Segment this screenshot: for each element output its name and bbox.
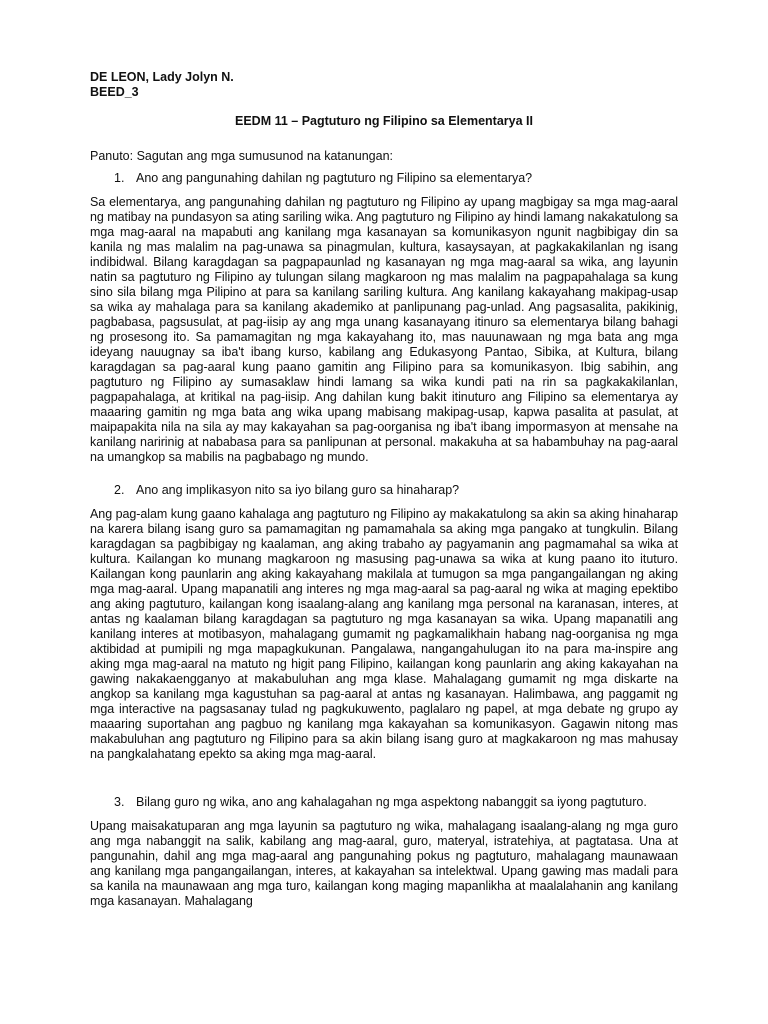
question-number: 1.: [114, 171, 125, 185]
question-number: 2.: [114, 483, 125, 497]
question-1: [90, 171, 678, 186]
question-3: [90, 795, 678, 810]
answer-3: Upang maisakatuparan ang mga layunin sa pagtuturo ng wika, mahalagang isaalang-alang ng mga guro ang mga nabanggit na salik, kabilang ang mag-aaral, guro, materyal, istratehiya, at pagtatasa. Una at pangunahin, dahil ang mga mag-aaral ang pangunahing pokus ng pagtuturo, mahalagang maunawaan ang kanilang mga pangangailangan, interes, at kakayahan sa intelektwal. Upang gawing mas madali para sa kanila na maunawaan ang mga turo, kailangan kong maging mapanlikha at maalalahanin ang kanilang mga kasanayan. Mahalagang: [90, 819, 678, 908]
question-text: Ano ang pangunahing dahilan ng pagtuturo ng Filipino sa elementarya?: [136, 171, 533, 185]
answer-1: Sa elementarya, ang pangunahing dahilan ng pagtuturo ng Filipino ay upang magbigay sa mga mag-aaral ng matibay na pundasyon sa ating sariling wika. Ang pagtuturo ng Filipino ay hindi lamang nakakatulong sa mga mag-aaral na mapabuti ang kanilang mga kasanayan sa komunikasyon ngunit nagbibigay din sa kanila ng mas malalim na pag-unawa sa pinagmulan, kultura, kasaysayan, at pagkakakilanlan ng isang indibidwal. Bilang karagdagan sa pagpapaunlad ng kasanayan ng mga mag-aaral sa wika, ang layunin natin sa pagtuturo ng Filipino ay tulungan silang magkaroon ng mas malalim na pagpapahalaga sa kung sino sila bilang mga Pilipino at para sa kanilang sariling kultura. Ang kanilang kakayahang makipag-usap sa wika ay mahalaga para sa kanilang akademiko at panlipunang pag-unlad. Ang pagsasalita, pakikinig, pagbabasa, pagsusulat, at pag-iisip ay ang mga unang kasanayang itinuro sa elementarya bilang bahagi ng prosesong ito. Sa pamamagitan ng mga kakayahang ito, mas nauunawaan ng mga bata ang mga ideyang nauugnay sa iba't ibang kurso, kabilang ang Edukasyong Pantao, Sibika, at Kultura, bilang karagdagan sa pag-aaral kung paano gamitin ang Filipino para sa komunikasyon. Ibig sabihin, ang pagtuturo ng Filipino ay sumasaklaw hindi lamang sa wika kundi pati na rin sa pagkakakilanlan, pagpapahalaga, at kritikal na pag-iisip. Ang dahilan kung bakit itinuturo ang Filipino sa elementarya ay maaaring gamitin ng mga bata ang wika upang mabisang makipag-usap, kapwa pasalita at pasulat, at maipapakita nila na sila ay may kakayahan sa pag-oorganisa ng iba't ibang impormasyon at mensahe na kanilang naririnig at nababasa para sa panlipunan at personal. makakuha at sa habambuhay na pag-aaral na umangkop sa mabilis na pagbabago ng mundo.: [90, 195, 678, 464]
author-name: DE LEON, Lady Jolyn N.: [90, 70, 234, 84]
author-block: [90, 70, 678, 100]
question-text: Ano ang implikasyon nito sa iyo bilang guro sa hinaharap?: [136, 483, 460, 497]
document-title: EEDM 11 – Pagtuturo ng Filipino sa Elementarya II: [235, 114, 533, 128]
instructions: Panuto: Sagutan ang mga sumusunod na katanungan:: [90, 149, 394, 163]
document-page: [90, 70, 678, 927]
question-text: Bilang guro ng wika, ano ang kahalagahan ng mga aspektong nabanggit sa iyong pagtuturo.: [136, 795, 647, 809]
answer-2: Ang pag-alam kung gaano kahalaga ang pagtuturo ng Filipino ay makakatulong sa akin sa aking hinaharap na karera bilang isang guro sa pamamagitan ng pamamahala sa aking mga pangako at tungkulin. Bilang karagdagan sa pagbibigay ng kaalaman, ang aking trabaho ay pagyamanin ang pagmamahal sa wika at kultura. Kailangan ko munang magkaroon ng masusing pag-unawa sa wika at kung paano ito ituturo. Kailangan kong paunlarin ang aking kakayahang makilala at tumugon sa mga pangangailangan ng aking mga mag-aaral. Upang mapanatili ang interes ng mga mag-aaral sa pag-aaral ng wika at maging epektibo ang aking pagtuturo, kailangan kong isaalang-alang ang kanilang mga personal na karanasan, interes, at antas ng kaalaman bilang karagdagan sa pagtuturo ng mga kasanayan sa wika. Upang mapanatili ang kanilang interes at motibasyon, mahalagang gumamit ng pagkamalikhain habang nag-oorganisa ng mga aktibidad at pumipili ng mga mapagkukunan. Pangalawa, nangangahulugan ito na para ma-inspire ang aking mga mag-aaral na matuto ng higit pang Filipino, kailangan kong paunlarin ang aking kakayahan na gawing nakakaengganyo at makabuluhan ang mga klase. Mahalagang gumamit ng mga diskarte na angkop sa kanilang mga kagustuhan sa pag-aaral at antas ng kasanayan. Halimbawa, ang paggamit ng mga interactive na pagsasanay tulad ng pagkukuwento, paglalaro ng papel, at mga debate ng grupo ay maaaring suportahan ang pagbuo ng kanilang mga kakayahan sa komunikasyon. Gagawin nitong mas makabuluhan ang pagtuturo ng Filipino para sa akin bilang isang guro at magkakaroon ng mas mahusay na pangkalahatang epekto sa aking mga mag-aaral.: [90, 507, 678, 761]
author-section: BEED_3: [90, 85, 139, 99]
question-2: [90, 483, 678, 498]
question-number: 3.: [114, 795, 125, 809]
